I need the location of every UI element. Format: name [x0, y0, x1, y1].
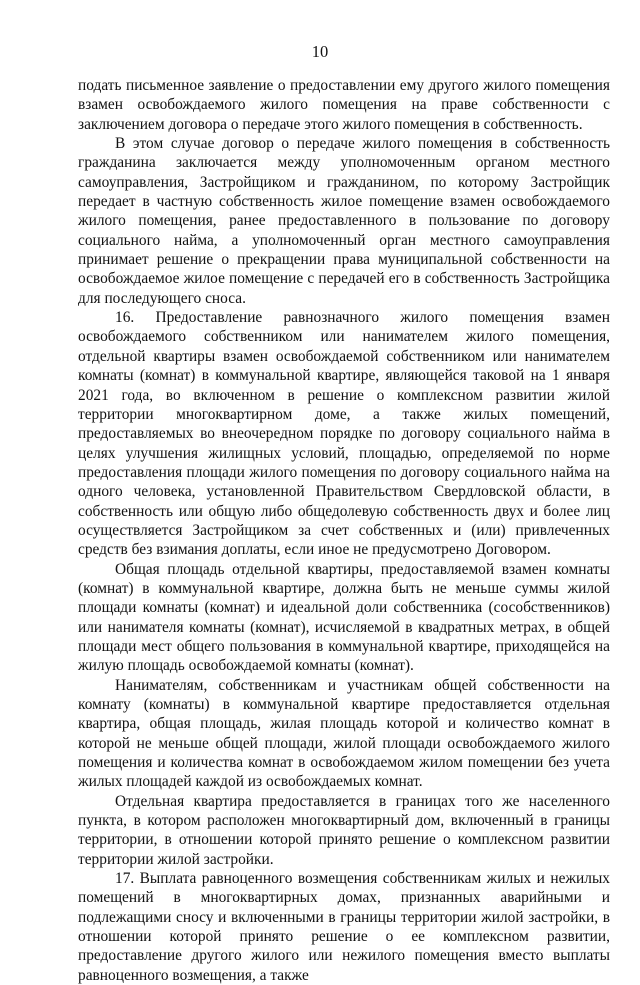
paragraph-total-area: Общая площадь отдельной квартиры, предоставляемой взамен комнаты (комнат) в коммунальной квартире, должна быть не меньше суммы жилой площади комнаты (комнат) и идеальной доли собственника (сособственников) или нанимателя комнаты (комнат), исчисляемой в квадратных метрах, в общей площади мест общего пользования в коммунальной квартире, приходящейся на жилую площадь освобождаемой комнаты (комнат).: [78, 560, 610, 675]
paragraph-clause-16: 16. Предоставление равнозначного жилого помещения взамен освобождаемого собственником или нанимателем жилого помещения, отдельной квартиры взамен освобождаемой собственником или нанимателем комнаты (комнат) в коммунальной квартире, являющейся таковой на 1 января 2021 года, во включенном в решение о комплексном развитии жилой территории многоквартирном доме, а также жилых помещений, предоставляемых во внеочередном порядке по договору социального найма в целях улучшения жилищных условий, площадью, определяемой по норме предоставления площади жилого помещения по договору социального найма на одного человека, установленной Правительством Свердловской области, в собственность или общую либо общедолевую собственность двух и более лиц осуществляется Застройщиком за счет собственных и (или) привлеченных средств без взимания доплаты, если иное не предусмотрено Договором.: [78, 309, 610, 559]
paragraph-apartment-location: Отдельная квартира предоставляется в границах того же населенного пункта, в котором расположен многоквартирный дом, включенный в границы территории, в отношении которой принято решение о комплексном развитии территории жилой застройки.: [78, 792, 610, 868]
paragraph-continuation: подать письменное заявление о предоставлении ему другого жилого помещения взамен освобождаемого жилого помещения на праве собственности с заключением договора о передаче этого жилого помещения в собственность.: [78, 77, 610, 133]
paragraph-clause-17: 17. Выплата равноценного возмещения собственникам жилых и нежилых помещений в многоквартирных домах, признанных аварийными и подлежащими сносу и включенными в границы территории жилой застройки, в отношении которой принято решение о ее комплексном развитии, предоставление другого жилого или нежилого помещения вместо выплаты равноценного возмещения, а также: [78, 870, 610, 984]
page-number: 10: [311, 42, 329, 61]
paragraph-contract-transfer: В этом случае договор о передаче жилого помещения в собственность гражданина заключается между уполномоченным органом местного самоуправления, Застройщиком и гражданином, по которому Застройщик передает в частную собственность жилое помещение взамен освобождаемого жилого помещения, ранее предоставленного в пользование по договору социального найма, а уполномоченный орган местного самоуправления принимает решение о прекращении права муниципальной собственности на освобождаемое жилое помещение с передачей его в собственность Застройщика для последующего сноса.: [78, 135, 610, 307]
document-body: [78, 76, 610, 985]
paragraph-tenants-owners: Нанимателям, собственникам и участникам общей собственности на комнату (комнаты) в коммунальной квартире предоставляется отдельная квартира, общая площадь, жилая площадь которой и количество комнат в которой не меньше общей площади, жилой площади освобождаемого жилого помещения и количества комнат в освобождаемом жилом помещении без учета жилых площадей каждой из освобождаемых комнат.: [78, 676, 610, 791]
